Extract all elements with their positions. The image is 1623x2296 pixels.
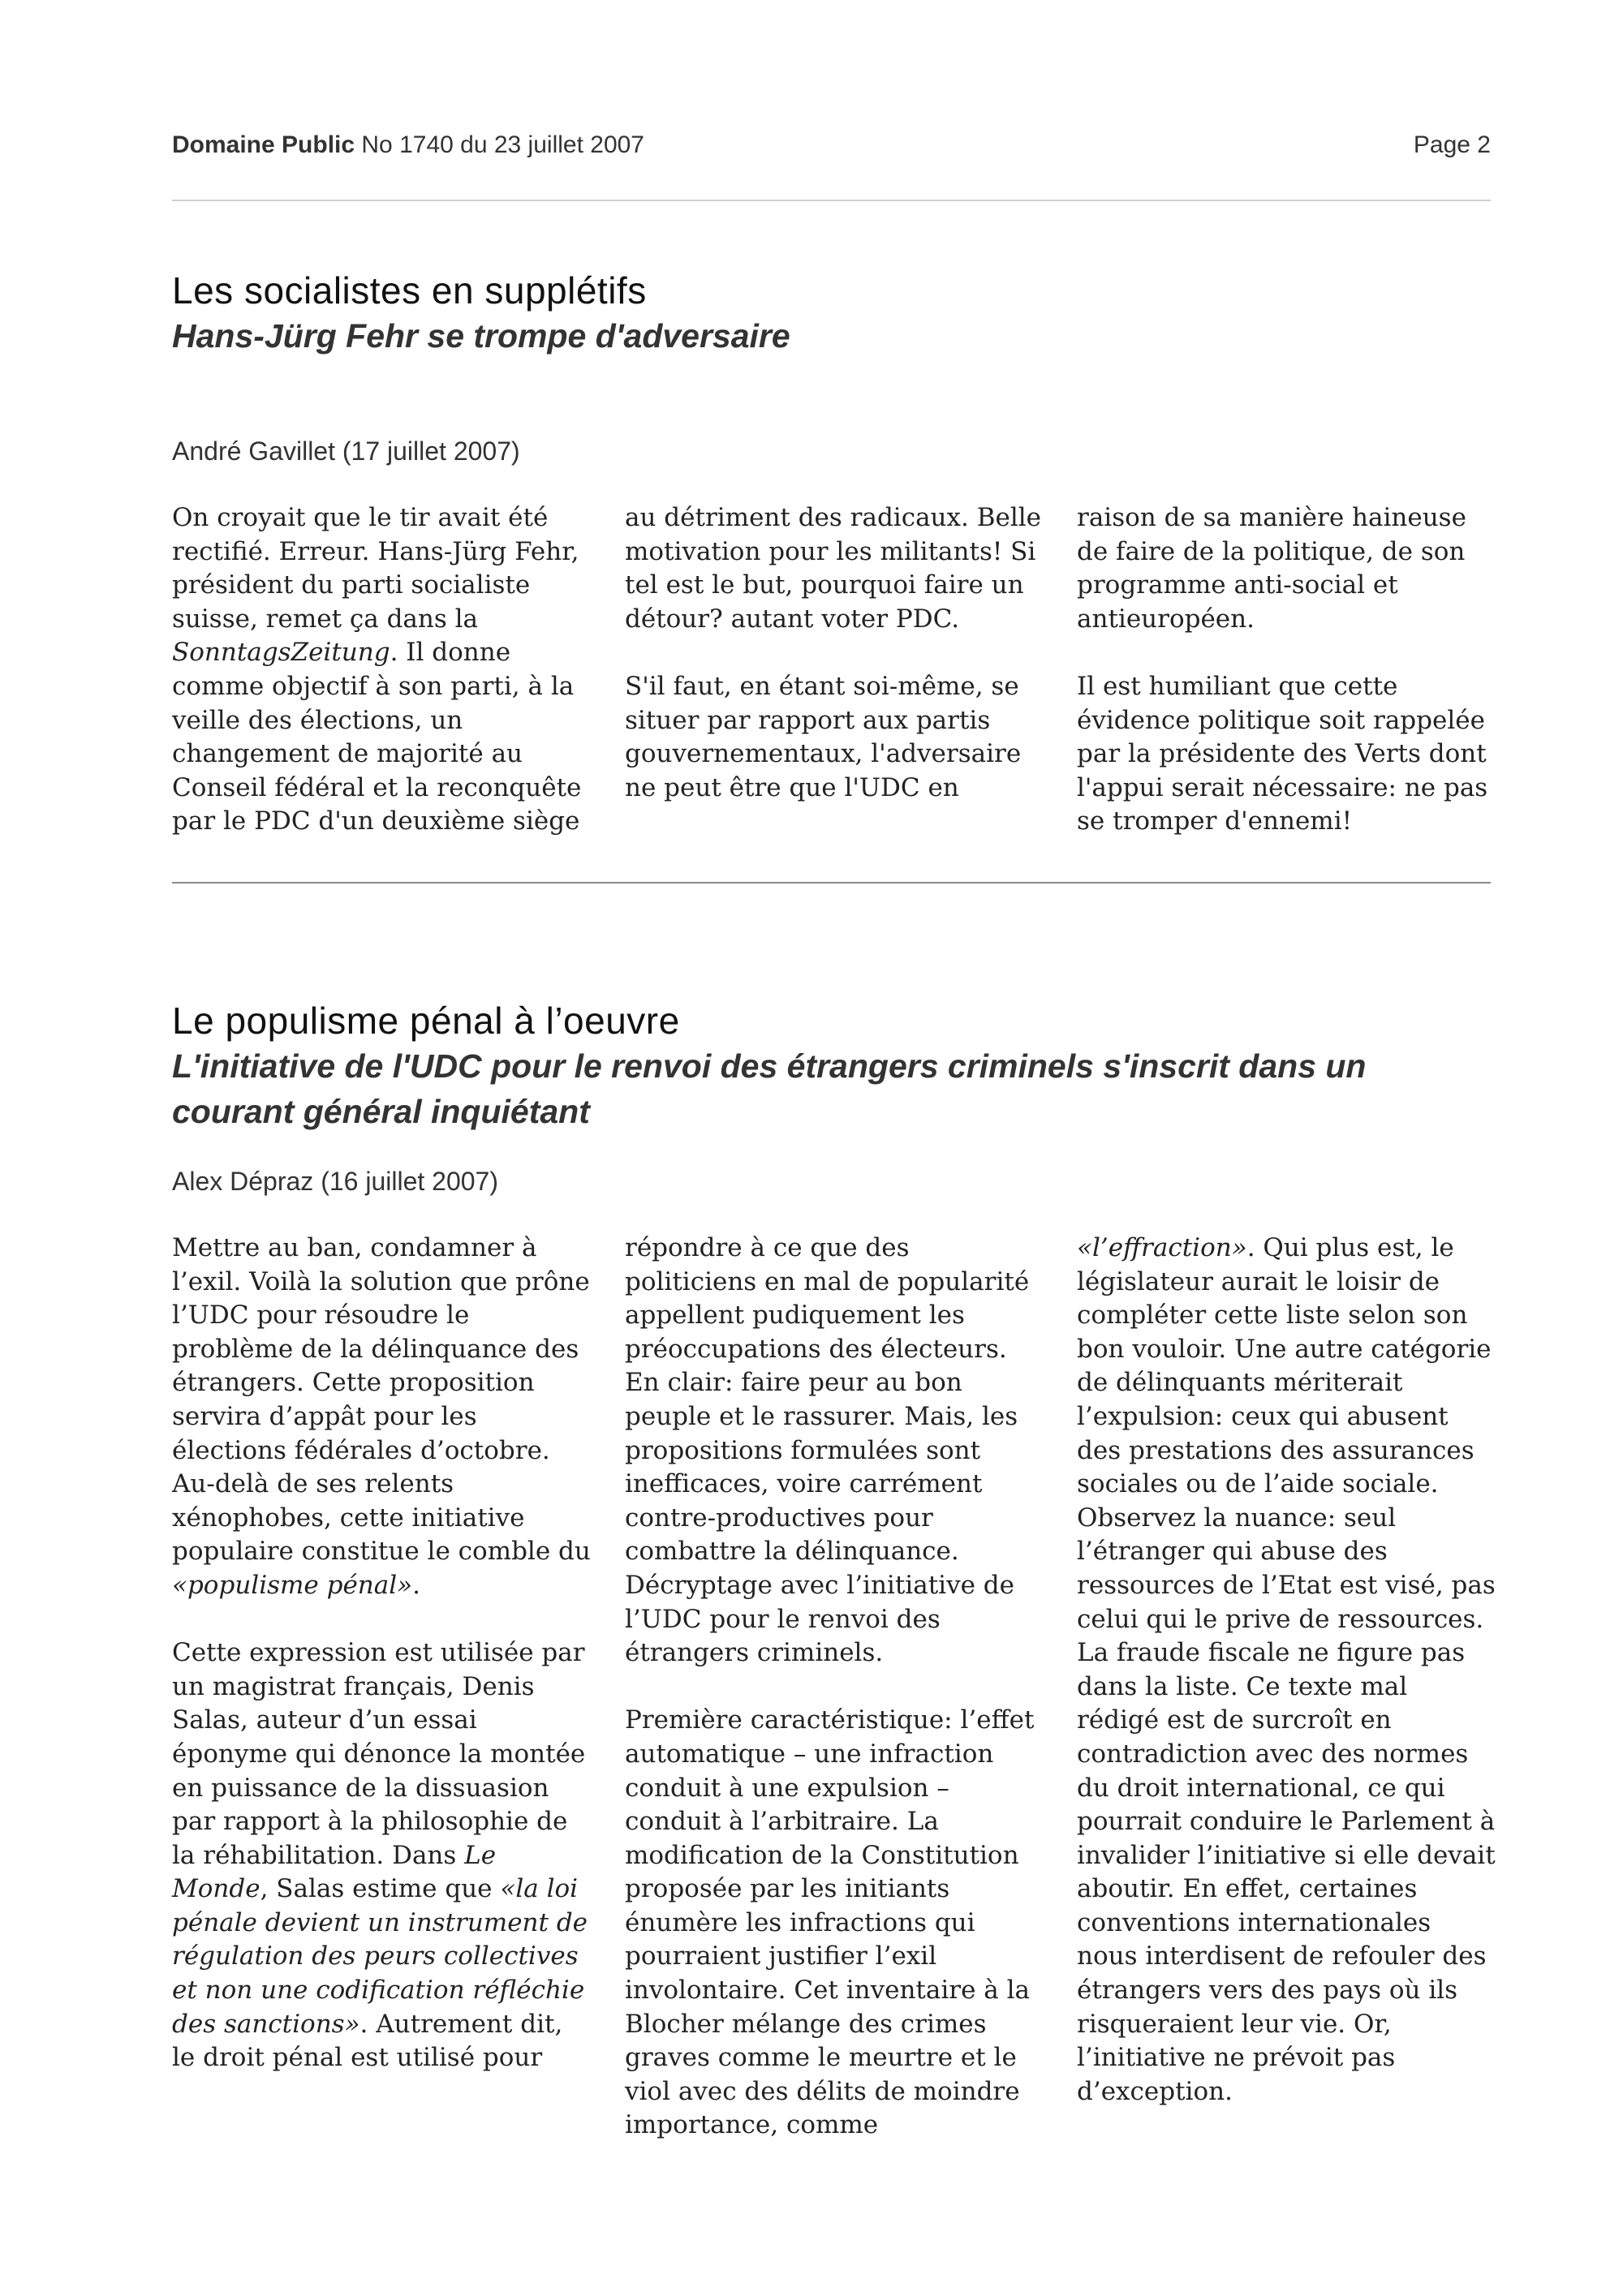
article-subtitle: L'initiative de l'UDC pour le renvoi des étrangers criminels s'inscrit dans un courant général inquiétant — [172, 1047, 1367, 1130]
paragraph: Il est humiliant que cette évidence politique soit rappelée par la présidente des Verts dont l'appui serait nécessaire: ne pas se tromper d'ennemi! — [1077, 671, 1488, 836]
article-divider — [172, 882, 1491, 884]
paragraph: «l’effraction». Qui plus est, le législateur aurait le loisir de compléter cette liste selon son bon vouloir. Une autre catégorie de délinquants mériterait l’expulsion: ceux qui abusent des prestations des assurances sociales ou de l’aide sociale. Observez la nuance: seul l’étranger qui abuse des ressources de l’Etat est visé, pas celui qui le prive de ressources. La fraude fiscale ne figure pas dans la liste. Ce texte mal rédigé est de surcroît en contradiction avec des normes du droit international, ce qui pourrait conduire le Parlement à invalider l’initiative si elle devait aboutir. En effet, certaines conventions internationales nous interdisent de refouler des étrangers vers des pays où ils risqueraient leur vie. Or, l’initiative ne prévoit pas d’exception. — [1077, 1233, 1496, 2106]
header-divider — [172, 200, 1491, 201]
paragraph: On croyait que le tir avait été rectifié. Erreur. Hans-Jürg Fehr, président du parti socialiste suisse, remet ça dans la SonntagsZeitung. Il donne comme objectif à son parti, à la veille des élections, un changement de majorité au Conseil fédéral et la reconquête par le PDC d'un deuxième siège — [172, 503, 582, 836]
paragraph: S'il faut, en étant soi-même, se situer par rapport aux partis gouvernementaux, l'adversaire ne peut être que l'UDC en — [625, 671, 1022, 802]
paragraph: au détriment des radicaux. Belle motivation pour les militants! Si tel est le but, pourquoi faire un détour? autant voter PDC. — [625, 503, 1042, 634]
text-column-2 — [625, 501, 1045, 805]
publication-name: Domaine Public — [172, 131, 355, 158]
text-column-1 — [172, 1232, 592, 2075]
paragraph: Mettre au ban, condamner à l’exil. Voilà la solution que prône l’UDC pour résoudre le problème de la délinquance des étrangers. Cette proposition servira d’appât pour les élections fédérales d’octobre. Au-delà de ses relents xénophobes, cette initiative populaire constitue le comble du «populisme pénal». — [172, 1233, 591, 1600]
text-column-1 — [172, 501, 592, 839]
text-column-3 — [1077, 1232, 1497, 2109]
page-number: Page 2 — [1413, 131, 1491, 158]
paragraph: raison de sa manière haineuse de faire de la politique, de son programme anti-social et antieuropéen. — [1077, 503, 1466, 634]
paragraph: Cette expression est utilisée par un magistrat français, Denis Salas, auteur d’un essai éponyme qui dénonce la montée en puissance de la dissuasion par rapport à la philosophie de la réhabilitation. Dans Le Monde, Salas estime que «la loi pénale devient un instrument de régulation des peurs collectives et non une codification réfléchie des sanctions». Autrement dit, le droit pénal est utilisé pour — [172, 1638, 588, 2073]
article-title: Le populisme pénal à l’oeuvre — [172, 1000, 680, 1042]
paragraph: Première caractéristique: l’effet automatique – une infraction conduit à une expulsion – conduit à l’arbitraire. La modification de la Constitution proposée par les initiants énumère les infractions qui pourraient justifier l’exil involontaire. Cet inventaire à la Blocher mélange des crimes graves comme le meurtre et le viol avec des délits de moindre importance, comme — [625, 1705, 1035, 2140]
article-subtitle: Hans-Jürg Fehr se trompe d'adversaire — [172, 317, 790, 355]
text-column-2 — [625, 1232, 1045, 2143]
page-header — [172, 131, 1491, 167]
paragraph: répondre à ce que des politiciens en mal de popularité appellent pudiquement les préoccupations des électeurs. En clair: faire peur au bon peuple et le rassurer. Mais, les propositions formulées sont inefficaces, voire carrément contre-productives pour combattre la délinquance. Décryptage avec l’initiative de l’UDC pour le renvoi des étrangers criminels. — [625, 1233, 1030, 1668]
text-column-3 — [1077, 501, 1497, 839]
article-populisme — [172, 998, 1491, 1134]
article-title: Les socialistes en supplétifs — [172, 269, 647, 312]
article-byline: Alex Dépraz (16 juillet 2007) — [172, 1167, 498, 1196]
issue-info: No 1740 du 23 juillet 2007 — [361, 131, 644, 158]
article-byline: André Gavillet (17 juillet 2007) — [172, 436, 520, 466]
article-socialistes — [172, 268, 1491, 359]
